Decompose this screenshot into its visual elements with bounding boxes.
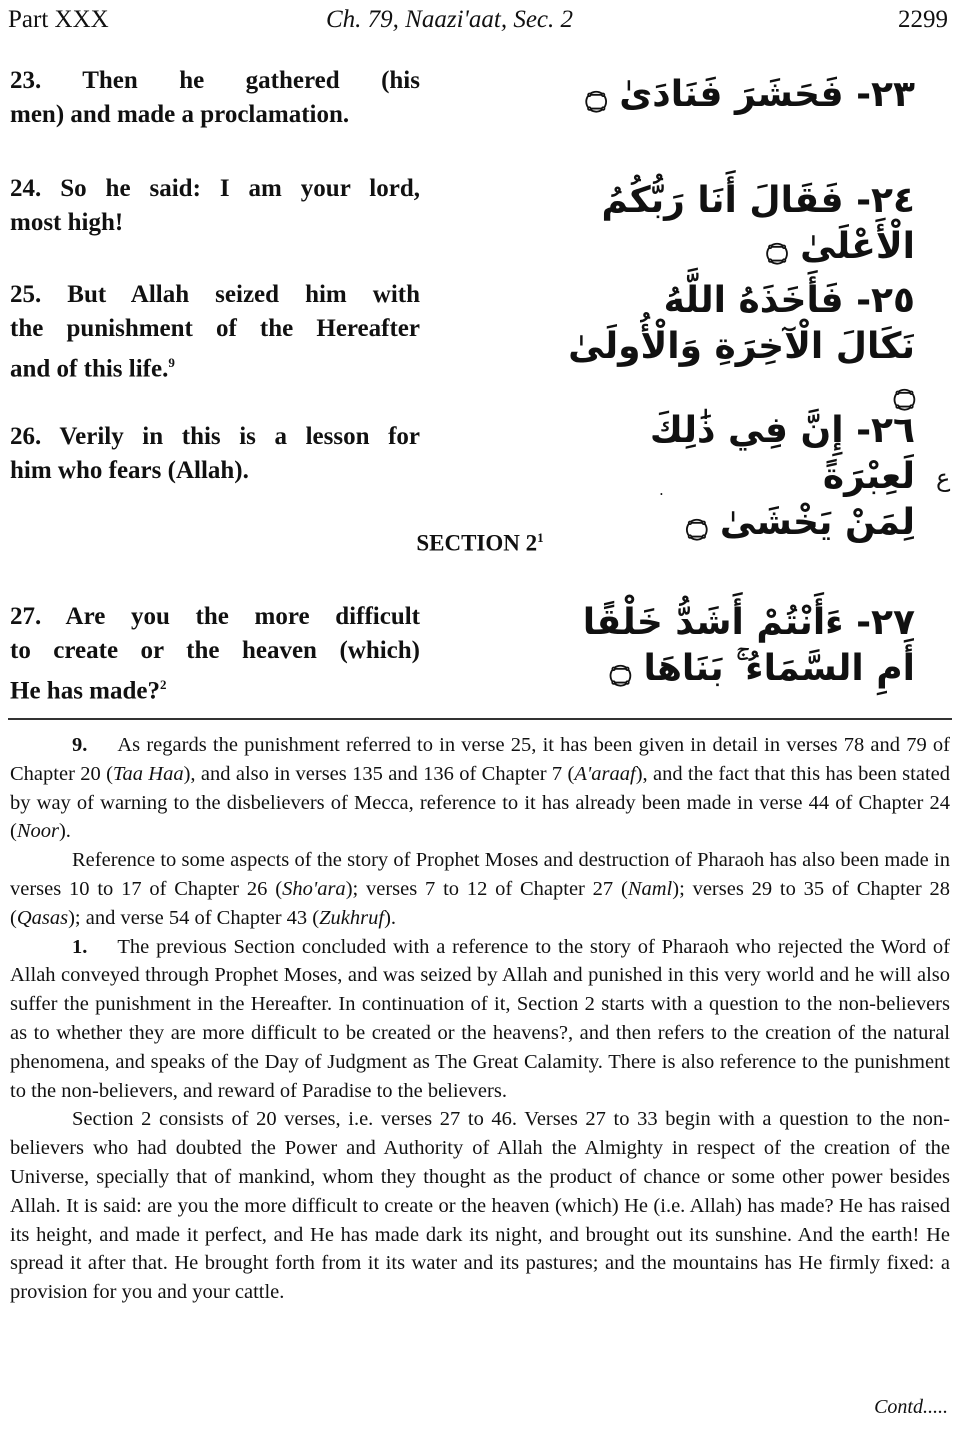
footnote-ref[interactable]: 1: [537, 530, 544, 545]
arabic-line: ٢٦- إِنَّ فِي ذَٰلِكَ لَعِبْرَةً: [649, 410, 915, 497]
verse-line: 23. Then he gathered (his: [10, 67, 420, 94]
note-italic: Noor: [16, 820, 59, 843]
arabic-line: نَكَالَ الْآخِرَةِ وَالْأُولَىٰ ۝: [568, 326, 915, 413]
note-italic: Taa Haa: [112, 762, 184, 785]
footnote-1-continued: Section 2 consists of 20 verses, i.e. verses 27 to 46. Verses 27 to 33 begin with a question to the non-believers who had doubted the Power and Authority of Allah the Almighty in respect of the creation of the Universe, specially that of mankind, whom they thought as the product of chance or some other power besides Allah. It is said: are you the more difficult to create or the heaven (which) He (i.e. Allah) has made? He has raised its height, and made it perfect, and He has made dark its night, and brought out its sunshine. And the earth! He spread it after that. He brought forth from it its water and its pastures; and the mountains has He firmly fixed: a provision for you and your cattle.: [10, 1108, 950, 1304]
verse-line: [10, 668, 420, 708]
verse-line: 27. Are you the more difficult: [10, 603, 420, 630]
footnote-9: [10, 731, 950, 846]
arabic-line: لِمَنْ يَخْشَىٰ ۝: [686, 502, 915, 543]
note-text: ), and the fact that this has been stated by way of warning to the disbelievers of Mecca, reference to it has already been made in verse 44 of Chapter 24 (: [10, 762, 950, 843]
part-label: Part XXX: [8, 6, 109, 33]
verse-translation: [10, 420, 420, 488]
verse-line: the punishment of the Hereafter: [10, 315, 420, 342]
note-italic: Qasas: [16, 906, 69, 929]
arabic-line: ٢٥- فَأَخَذَهُ اللَّهُ: [663, 280, 915, 321]
footnote-number: 1.: [72, 935, 88, 958]
note-italic: Zukhruf: [319, 906, 385, 929]
verse-line: 26. Verily in this is a lesson for: [10, 423, 420, 450]
verse-line: 25. But Allah seized him with: [10, 281, 420, 308]
footnotes: [10, 731, 950, 1307]
verse-line: to create or the heaven (which): [10, 637, 420, 664]
footnote-ref[interactable]: 9: [168, 355, 175, 370]
page-number: 2299: [898, 6, 948, 33]
note-italic: Sho'ara: [282, 877, 346, 900]
note-text: ), and also in verses 135 and 136 of Chapter 7 (: [183, 762, 575, 785]
chapter-title: Ch. 79, Naazi'aat, Sec. 2: [326, 6, 574, 33]
verse-line: most high!: [10, 209, 124, 236]
note-italic: A'araaf: [574, 762, 636, 785]
note-text: ); verses 7 to 12 of Chapter 27 (: [345, 877, 628, 900]
note-italic: Naml: [627, 877, 673, 900]
verse-line: [10, 346, 420, 386]
footnote-1: [10, 933, 950, 1106]
verse-line-text: He has made?: [10, 677, 160, 705]
note-text: ); and verse 54 of Chapter 43 (: [68, 906, 320, 929]
footnote-ref[interactable]: 2: [160, 677, 167, 692]
verse-line: 24. So he said: I am your lord,: [10, 175, 420, 202]
arabic-line: أَمِ السَّمَاءُ ۚ بَنَاهَا ۝: [609, 648, 915, 689]
footnote-9-continued: [10, 846, 950, 932]
note-text: ).: [58, 820, 71, 843]
verse-arabic: [560, 278, 915, 416]
verse-arabic: [560, 408, 915, 546]
verse-arabic: [560, 178, 915, 270]
verse-translation: [10, 64, 420, 132]
section-title: SECTION 2: [416, 530, 538, 556]
footnote-number: 9.: [72, 734, 88, 756]
verse-line: men) and made a proclamation.: [10, 101, 350, 128]
verse-translation: [10, 278, 420, 386]
note-text: The previous Section concluded with a reference to the story of Pharaoh who rejected the Word of Allah conveyed through Prophet Moses, and was seized by Allah and punished in this very world and he will also suffer the punishment in the Hereafter. In continuation of it, Section 2 starts with a question to the non-believers as to whether they are more difficult to be created or the heavens?, and then refers to the creation of the natural phenomena, and speaks of the Day of Judgment as The Great Calamity. There is also reference to the punishment to the non-believers, and reward of Paradise to the believers.: [10, 935, 950, 1102]
note-text: Reference to some aspects of the story of Prophet Moses and destruction of Pharaoh has also been made in verses 10 to 17 of Chapter 26 (: [10, 849, 950, 900]
footnote-divider: [8, 718, 952, 720]
note-text: As regards the punishment referred to in verse 25, it has been given in detail in verses 78 and 79 of Chapter 20 (: [10, 734, 950, 785]
verse-arabic: [560, 72, 915, 118]
section-heading: [0, 530, 960, 557]
dot-mark-icon: •: [660, 490, 663, 499]
verse-arabic: [560, 600, 915, 692]
verse-translation: [10, 172, 420, 240]
verse-line-text: and of this life.: [10, 355, 169, 383]
note-text: ).: [384, 906, 397, 929]
arabic-line: ٢٧- ءَأَنْتُمْ أَشَدُّ خَلْقًا: [582, 602, 915, 643]
verse-translation: [10, 600, 420, 708]
page-header: [8, 6, 948, 40]
ruku-mark-icon: ع: [936, 464, 951, 492]
verse-line: him who fears (Allah).: [10, 457, 249, 484]
arabic-line: ٢٣- فَحَشَرَ فَنَادَىٰ ۝: [585, 74, 915, 115]
arabic-line: ٢٤- فَقَالَ أَنَا رَبُّكُمُ الْأَعْلَىٰ ۝: [601, 180, 915, 267]
continued-label: Contd.....: [874, 1396, 948, 1418]
note-text: ); verses 29 to 35 of Chapter 28 (: [10, 877, 950, 929]
